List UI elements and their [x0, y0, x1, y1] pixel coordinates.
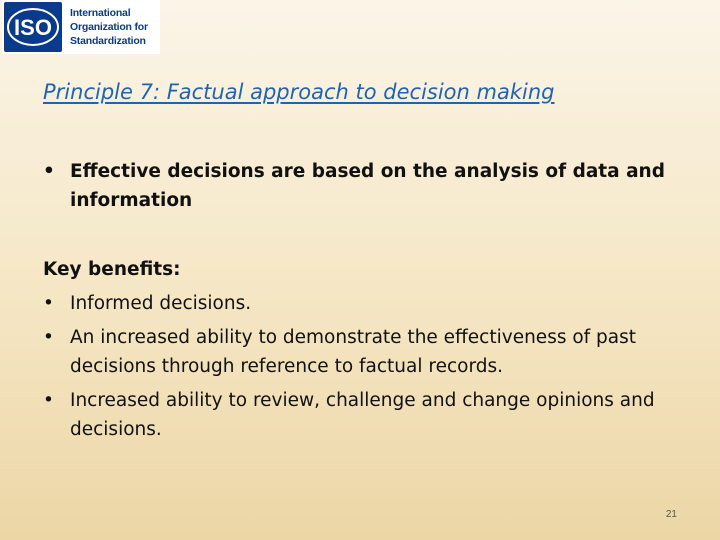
- page-number: 21: [665, 509, 677, 520]
- logo-line-3: Standardization: [70, 35, 146, 47]
- benefit-item: • Informed decisions.: [43, 289, 673, 318]
- slide-content: [43, 157, 673, 444]
- iso-logo-mark: [4, 2, 62, 52]
- iso-logo: [2, 0, 160, 54]
- iso-mark-text: ISO: [14, 15, 52, 40]
- iso-logo-text: [70, 6, 148, 48]
- benefits-heading: Key benefits:: [43, 259, 181, 280]
- benefit-item: • Increased ability to review, challenge and change opinions and decisions.: [43, 386, 673, 444]
- logo-line-2: Organization for: [70, 21, 148, 33]
- logo-line-1: International: [70, 7, 131, 19]
- globe-icon: [6, 7, 60, 47]
- main-bullet: • Effective decisions are based on the analysis of data and information: [43, 157, 673, 215]
- slide-title[interactable]: Principle 7: Factual approach to decision making: [43, 80, 555, 104]
- benefit-item: • An increased ability to demonstrate the effectiveness of past decisions through reference to factual records.: [43, 323, 673, 381]
